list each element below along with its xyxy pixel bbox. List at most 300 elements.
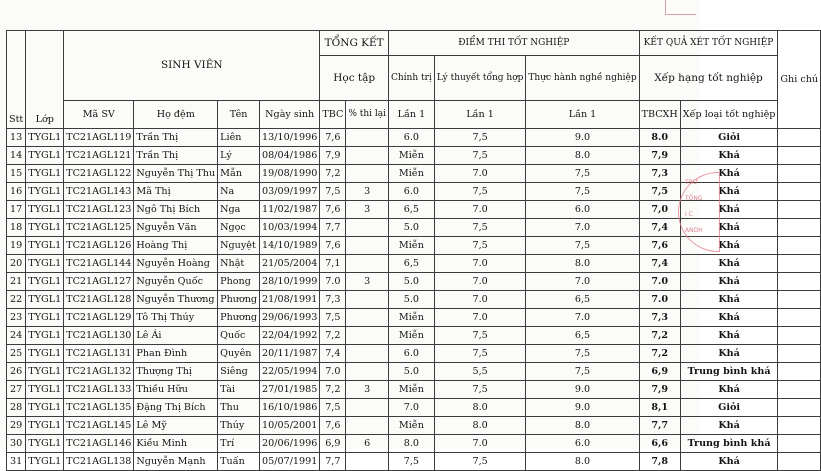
theory-score-cell: 7,5 <box>434 381 526 399</box>
class-cell: TYGL1 <box>26 417 64 435</box>
ranking-gpa-cell: 7,9 <box>639 381 680 399</box>
birth-date-cell: 10/03/1994 <box>260 219 320 237</box>
corner-mark <box>665 0 696 15</box>
classification-cell: Khá <box>680 291 778 309</box>
gpa-cell: 7.0 <box>320 273 346 291</box>
theory-score-cell: 7,5 <box>434 237 526 255</box>
student-id-cell: TC21AGL130 <box>64 327 134 345</box>
classification-cell: Khá <box>680 255 778 273</box>
note-cell <box>778 291 821 309</box>
class-cell: TYGL1 <box>26 129 64 147</box>
theory-score-cell: 5,5 <box>434 363 526 381</box>
student-id-cell: TC21AGL126 <box>64 237 134 255</box>
table-row <box>7 129 821 147</box>
stt-cell: 25 <box>7 345 26 363</box>
first-name-cell: Nhật <box>218 255 260 273</box>
classification-cell: Trung bình khá <box>680 435 778 453</box>
gpa-cell: 7,1 <box>320 255 346 273</box>
politics-score-cell: 6,5 <box>389 201 435 219</box>
gpa-cell: 7,6 <box>320 129 346 147</box>
stt-cell: 20 <box>7 255 26 273</box>
first-name-cell: Trí <box>218 435 260 453</box>
middle-name-cell: Trần Thị <box>134 147 218 165</box>
theory-score-cell: 7.0 <box>434 291 526 309</box>
gpa-cell: 7,6 <box>320 237 346 255</box>
politics-score-cell: 5.0 <box>389 363 435 381</box>
ma-sv-header: Mã SV <box>64 101 134 129</box>
practice-score-cell: 7.0 <box>526 309 639 327</box>
retake-pct-cell: 3 <box>346 183 389 201</box>
class-cell: TYGL1 <box>26 183 64 201</box>
diem-thi-header: ĐIỂM THI TỐT NGHIỆP <box>389 31 640 56</box>
stt-cell: 13 <box>7 129 26 147</box>
classification-cell: Giỏi <box>680 399 778 417</box>
stt-header: Stt <box>7 31 26 129</box>
note-cell <box>778 165 821 183</box>
first-name-cell: Nga <box>218 201 260 219</box>
ranking-gpa-cell: 7,2 <box>639 327 680 345</box>
gpa-cell: 7,5 <box>320 399 346 417</box>
politics-score-cell: 8.0 <box>389 435 435 453</box>
practice-score-cell: 7,5 <box>526 345 639 363</box>
stt-cell: 23 <box>7 309 26 327</box>
student-id-cell: TC21AGL128 <box>64 291 134 309</box>
middle-name-cell: Phan Đình <box>134 345 218 363</box>
ranking-gpa-cell: 7,4 <box>639 255 680 273</box>
retake-pct-cell <box>346 453 389 471</box>
birth-date-cell: 27/01/1985 <box>260 381 320 399</box>
note-cell <box>778 147 821 165</box>
stt-cell: 14 <box>7 147 26 165</box>
theory-score-cell: 7,5 <box>434 183 526 201</box>
practice-score-cell: 7,5 <box>526 165 639 183</box>
note-cell <box>778 255 821 273</box>
birth-date-cell: 28/10/1999 <box>260 273 320 291</box>
student-id-cell: TC21AGL122 <box>64 165 134 183</box>
gpa-cell: 7,4 <box>320 345 346 363</box>
red-seal-stamp: TRƯ TỐNG I C ANDH <box>678 172 720 252</box>
first-name-cell: Siêng <box>218 363 260 381</box>
note-cell <box>778 381 821 399</box>
classification-cell: Trung bình khá <box>680 363 778 381</box>
gpa-cell: 7,7 <box>320 453 346 471</box>
theory-score-cell: 7,5 <box>434 129 526 147</box>
student-id-cell: TC21AGL143 <box>64 183 134 201</box>
note-cell <box>778 453 821 471</box>
first-name-cell: Thúy <box>218 417 260 435</box>
ranking-gpa-cell: 7,9 <box>639 147 680 165</box>
first-name-cell: Na <box>218 183 260 201</box>
table-row <box>7 309 821 327</box>
birth-date-cell: 20/06/1996 <box>260 435 320 453</box>
class-cell: TYGL1 <box>26 435 64 453</box>
retake-pct-cell <box>346 417 389 435</box>
tbcxh-header: TBCXH <box>639 101 680 129</box>
sinh-vien-header: SINH VIÊN <box>64 31 320 101</box>
classification-cell: Khá <box>680 345 778 363</box>
practice-score-cell: 8.0 <box>526 147 639 165</box>
table-row <box>7 255 821 273</box>
theory-score-cell: 7.0 <box>434 255 526 273</box>
class-cell: TYGL1 <box>26 399 64 417</box>
politics-score-cell: 5.0 <box>389 291 435 309</box>
gpa-cell: 7,7 <box>320 219 346 237</box>
student-id-cell: TC21AGL135 <box>64 399 134 417</box>
class-cell: TYGL1 <box>26 363 64 381</box>
politics-score-cell: 6.0 <box>389 345 435 363</box>
birth-date-cell: 29/06/1993 <box>260 309 320 327</box>
practice-score-cell: 6,5 <box>526 291 639 309</box>
retake-pct-cell <box>346 345 389 363</box>
classification-cell: Khá <box>680 183 778 201</box>
stt-cell: 27 <box>7 381 26 399</box>
lan1-chinh-tri-header: Lần 1 <box>389 101 435 129</box>
ranking-gpa-cell: 7,5 <box>639 183 680 201</box>
class-cell: TYGL1 <box>26 327 64 345</box>
birth-date-cell: 20/11/1987 <box>260 345 320 363</box>
birth-date-cell: 08/04/1986 <box>260 147 320 165</box>
classification-cell: Giỏi <box>680 129 778 147</box>
theory-score-cell: 7.0 <box>434 435 526 453</box>
note-cell <box>778 237 821 255</box>
stt-cell: 22 <box>7 291 26 309</box>
note-cell <box>778 399 821 417</box>
birth-date-cell: 05/07/1991 <box>260 453 320 471</box>
ranking-gpa-cell: 7.0 <box>639 291 680 309</box>
middle-name-cell: Nguyễn Hoàng <box>134 255 218 273</box>
middle-name-cell: Nguyễn Mạnh <box>134 453 218 471</box>
theory-score-cell: 8.0 <box>434 417 526 435</box>
practice-score-cell: 9.0 <box>526 399 639 417</box>
politics-score-cell: Miễn <box>389 381 435 399</box>
class-cell: TYGL1 <box>26 453 64 471</box>
ranking-gpa-cell: 6,9 <box>639 363 680 381</box>
first-name-cell: Lý <box>218 147 260 165</box>
table-row <box>7 291 821 309</box>
middle-name-cell: Hoàng Thị <box>134 237 218 255</box>
retake-pct-cell <box>346 309 389 327</box>
birth-date-cell: 10/05/2001 <box>260 417 320 435</box>
first-name-cell: Quyên <box>218 345 260 363</box>
practice-score-cell: 7,5 <box>526 183 639 201</box>
birth-date-cell: 11/02/1987 <box>260 201 320 219</box>
middle-name-cell: Nguyễn Văn <box>134 219 218 237</box>
class-cell: TYGL1 <box>26 201 64 219</box>
retake-pct-cell <box>346 129 389 147</box>
classification-cell: Khá <box>680 165 778 183</box>
note-cell <box>778 219 821 237</box>
tong-ket-header: TỔNG KẾT <box>320 31 389 56</box>
ly-thuyet-header: Lý thuyết tổng hợp <box>434 56 526 101</box>
retake-pct-cell <box>346 147 389 165</box>
middle-name-cell: Nguyễn Thương <box>134 291 218 309</box>
table-row <box>7 381 821 399</box>
gpa-cell: 7,2 <box>320 327 346 345</box>
middle-name-cell: Kiều Minh <box>134 435 218 453</box>
classification-cell: Khá <box>680 273 778 291</box>
gpa-cell: 6,9 <box>320 435 346 453</box>
theory-score-cell: 7.0 <box>434 273 526 291</box>
thuc-hanh-header: Thực hành nghề nghiệp <box>526 56 639 101</box>
stt-cell: 16 <box>7 183 26 201</box>
retake-pct-cell: 6 <box>346 435 389 453</box>
practice-score-cell: 9.0 <box>526 381 639 399</box>
retake-pct-cell <box>346 255 389 273</box>
politics-score-cell: Miễn <box>389 417 435 435</box>
table-row <box>7 345 821 363</box>
stt-cell: 21 <box>7 273 26 291</box>
note-cell <box>778 345 821 363</box>
class-cell: TYGL1 <box>26 291 64 309</box>
politics-score-cell: 7,5 <box>389 453 435 471</box>
birth-date-cell: 22/05/1994 <box>260 363 320 381</box>
note-cell <box>778 435 821 453</box>
theory-score-cell: 8.0 <box>434 399 526 417</box>
ranking-gpa-cell: 7,8 <box>639 453 680 471</box>
politics-score-cell: 6.0 <box>389 183 435 201</box>
practice-score-cell: 8.0 <box>526 417 639 435</box>
xep-loai-header: Xếp loại tốt nghiệp <box>680 101 778 129</box>
table-row <box>7 327 821 345</box>
first-name-cell: Thu <box>218 399 260 417</box>
gpa-cell: 7,6 <box>320 417 346 435</box>
table-row <box>7 273 821 291</box>
birth-date-cell: 22/04/1992 <box>260 327 320 345</box>
politics-score-cell: Miễn <box>389 165 435 183</box>
middle-name-cell: Mã Thị <box>134 183 218 201</box>
retake-pct-cell <box>346 363 389 381</box>
middle-name-cell: Thiều Hữu <box>134 381 218 399</box>
tbc-header: TBC <box>320 101 346 129</box>
xep-hang-header: Xếp hạng tốt nghiệp <box>639 56 778 101</box>
table-row <box>7 363 821 381</box>
ranking-gpa-cell: 7,6 <box>639 237 680 255</box>
retake-pct-cell <box>346 165 389 183</box>
theory-score-cell: 7,5 <box>434 327 526 345</box>
middle-name-cell: Ngô Thị Bích <box>134 201 218 219</box>
middle-name-cell: Đặng Thị Bích <box>134 399 218 417</box>
stt-cell: 17 <box>7 201 26 219</box>
classification-cell: Khá <box>680 219 778 237</box>
middle-name-cell: Thượng Thị <box>134 363 218 381</box>
class-cell: TYGL1 <box>26 147 64 165</box>
theory-score-cell: 7,5 <box>434 147 526 165</box>
practice-score-cell: 6.0 <box>526 201 639 219</box>
classification-cell: Khá <box>680 201 778 219</box>
first-name-cell: Phương <box>218 291 260 309</box>
table-row <box>7 147 821 165</box>
first-name-cell: Quốc <box>218 327 260 345</box>
classification-cell: Khá <box>680 147 778 165</box>
theory-score-cell: 7.0 <box>434 309 526 327</box>
retake-pct-cell <box>346 219 389 237</box>
classification-cell: Khá <box>680 453 778 471</box>
practice-score-cell: 7.0 <box>526 219 639 237</box>
classification-cell: Khá <box>680 327 778 345</box>
student-id-cell: TC21AGL131 <box>64 345 134 363</box>
ranking-gpa-cell: 7,3 <box>639 165 680 183</box>
practice-score-cell: 9.0 <box>526 129 639 147</box>
class-cell: TYGL1 <box>26 345 64 363</box>
politics-score-cell: 6.0 <box>389 129 435 147</box>
note-cell <box>778 363 821 381</box>
note-cell <box>778 183 821 201</box>
gpa-cell: 7,3 <box>320 291 346 309</box>
birth-date-cell: 16/10/1986 <box>260 399 320 417</box>
birth-date-cell: 14/10/1989 <box>260 237 320 255</box>
thi-lai-header: % thi lại <box>346 101 389 129</box>
stt-cell: 28 <box>7 399 26 417</box>
table-header <box>7 31 821 129</box>
stt-cell: 18 <box>7 219 26 237</box>
class-cell: TYGL1 <box>26 309 64 327</box>
ranking-gpa-cell: 7,3 <box>639 309 680 327</box>
birth-date-cell: 21/08/1991 <box>260 291 320 309</box>
note-cell <box>778 201 821 219</box>
gpa-cell: 7,9 <box>320 147 346 165</box>
classification-cell: Khá <box>680 237 778 255</box>
class-cell: TYGL1 <box>26 237 64 255</box>
politics-score-cell: 5.0 <box>389 219 435 237</box>
first-name-cell: Mẫn <box>218 165 260 183</box>
stt-cell: 24 <box>7 327 26 345</box>
stt-cell: 19 <box>7 237 26 255</box>
chinh-tri-header: Chính trị <box>389 56 435 101</box>
politics-score-cell: Miễn <box>389 237 435 255</box>
retake-pct-cell <box>346 291 389 309</box>
practice-score-cell: 8.0 <box>526 255 639 273</box>
retake-pct-cell <box>346 399 389 417</box>
ranking-gpa-cell: 6,6 <box>639 435 680 453</box>
ranking-gpa-cell: 7,7 <box>639 417 680 435</box>
student-id-cell: TC21AGL132 <box>64 363 134 381</box>
stt-cell: 15 <box>7 165 26 183</box>
ranking-gpa-cell: 8.0 <box>639 129 680 147</box>
middle-name-cell: Lê Mỹ <box>134 417 218 435</box>
student-id-cell: TC21AGL133 <box>64 381 134 399</box>
theory-score-cell: 7,5 <box>434 345 526 363</box>
note-cell <box>778 327 821 345</box>
practice-score-cell: 8.0 <box>526 453 639 471</box>
table-row <box>7 417 821 435</box>
note-cell <box>778 417 821 435</box>
stt-cell: 30 <box>7 435 26 453</box>
table-row <box>7 399 821 417</box>
gpa-cell: 7.0 <box>320 363 346 381</box>
class-cell: TYGL1 <box>26 165 64 183</box>
gpa-cell: 7,5 <box>320 309 346 327</box>
first-name-cell: Phong <box>218 273 260 291</box>
student-id-cell: TC21AGL127 <box>64 273 134 291</box>
retake-pct-cell <box>346 237 389 255</box>
gpa-cell: 7,5 <box>320 183 346 201</box>
first-name-cell: Nguyệt <box>218 237 260 255</box>
politics-score-cell: 7.0 <box>389 399 435 417</box>
student-id-cell: TC21AGL119 <box>64 129 134 147</box>
ho-dem-header: Họ đệm <box>134 101 218 129</box>
politics-score-cell: Miễn <box>389 147 435 165</box>
practice-score-cell: 6.0 <box>526 435 639 453</box>
retake-pct-cell <box>346 327 389 345</box>
ten-header: Tên <box>218 101 260 129</box>
ranking-gpa-cell: 7,0 <box>639 201 680 219</box>
student-id-cell: TC21AGL123 <box>64 201 134 219</box>
student-id-cell: TC21AGL144 <box>64 255 134 273</box>
gpa-cell: 7,6 <box>320 201 346 219</box>
note-cell <box>778 309 821 327</box>
birth-date-cell: 21/05/2004 <box>260 255 320 273</box>
ranking-gpa-cell: 7,2 <box>639 345 680 363</box>
birth-date-cell: 03/09/1997 <box>260 183 320 201</box>
practice-score-cell: 7,5 <box>526 363 639 381</box>
student-id-cell: TC21AGL129 <box>64 309 134 327</box>
birth-date-cell: 19/08/1990 <box>260 165 320 183</box>
first-name-cell: Phương <box>218 309 260 327</box>
hoc-tap-header: Học tập <box>320 56 389 101</box>
note-cell <box>778 273 821 291</box>
middle-name-cell: Nguyễn Quốc <box>134 273 218 291</box>
ranking-gpa-cell: 8,1 <box>639 399 680 417</box>
student-id-cell: TC21AGL145 <box>64 417 134 435</box>
table-row <box>7 453 821 471</box>
stt-cell: 31 <box>7 453 26 471</box>
student-id-cell: TC21AGL121 <box>64 147 134 165</box>
first-name-cell: Liên <box>218 129 260 147</box>
ranking-gpa-cell: 7.0 <box>639 273 680 291</box>
middle-name-cell: Lê Ái <box>134 327 218 345</box>
middle-name-cell: Trần Thị <box>134 129 218 147</box>
middle-name-cell: Nguyễn Thị Thu <box>134 165 218 183</box>
ket-qua-header: KẾT QUẢ XÉT TỐT NGHIỆP <box>639 31 778 56</box>
stt-cell: 26 <box>7 363 26 381</box>
politics-score-cell: Miễn <box>389 309 435 327</box>
student-id-cell: TC21AGL146 <box>64 435 134 453</box>
table-row <box>7 435 821 453</box>
practice-score-cell: 6,5 <box>526 327 639 345</box>
practice-score-cell: 7,5 <box>526 237 639 255</box>
gpa-cell: 7,2 <box>320 381 346 399</box>
classification-cell: Khá <box>680 309 778 327</box>
theory-score-cell: 7.0 <box>434 201 526 219</box>
first-name-cell: Tuấn <box>218 453 260 471</box>
theory-score-cell: 7,5 <box>434 453 526 471</box>
retake-pct-cell: 3 <box>346 381 389 399</box>
student-id-cell: TC21AGL138 <box>64 453 134 471</box>
gpa-cell: 7,2 <box>320 165 346 183</box>
lop-header: Lớp <box>26 31 64 129</box>
first-name-cell: Ngọc <box>218 219 260 237</box>
class-cell: TYGL1 <box>26 255 64 273</box>
theory-score-cell: 7,5 <box>434 219 526 237</box>
theory-score-cell: 7.0 <box>434 165 526 183</box>
lan1-ly-thuyet-header: Lần 1 <box>434 101 526 129</box>
ranking-gpa-cell: 7,4 <box>639 219 680 237</box>
ghi-chu-header: Ghi chú <box>778 31 821 129</box>
classification-cell: Khá <box>680 381 778 399</box>
birth-date-cell: 13/10/1996 <box>260 129 320 147</box>
middle-name-cell: Tô Thị Thúy <box>134 309 218 327</box>
retake-pct-cell: 3 <box>346 273 389 291</box>
graduation-results-table <box>6 30 821 471</box>
student-id-cell: TC21AGL125 <box>64 219 134 237</box>
politics-score-cell: 5.0 <box>389 273 435 291</box>
stt-cell: 29 <box>7 417 26 435</box>
class-cell: TYGL1 <box>26 273 64 291</box>
lan1-thuc-hanh-header: Lần 1 <box>526 101 639 129</box>
class-cell: TYGL1 <box>26 381 64 399</box>
first-name-cell: Tài <box>218 381 260 399</box>
ngay-sinh-header: Ngày sinh <box>260 101 320 129</box>
